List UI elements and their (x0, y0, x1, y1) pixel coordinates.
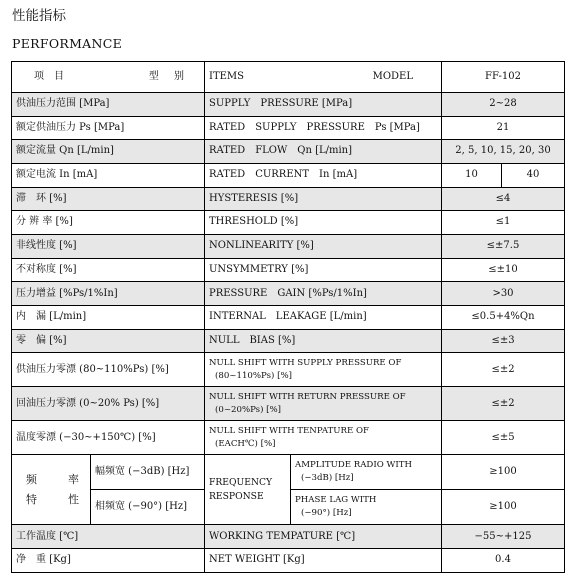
row-label-en (205, 387, 442, 421)
row-label-cn: 额定供油压力 Ps [MPa] (12, 116, 205, 140)
row-value: 21 (442, 116, 565, 140)
row-label-en-line1: NULL SHIFT WITH TENPATURE OF (209, 425, 370, 436)
table-row (12, 163, 565, 187)
table-row (12, 282, 565, 306)
row-value: −55~+125 (442, 525, 565, 549)
header-model-en: MODEL (372, 70, 413, 82)
table-row (12, 235, 565, 259)
row-label-en: HYSTERESIS [%] (205, 187, 442, 211)
table-row (12, 187, 565, 211)
row-label-cn: 非线性度 [%] (12, 235, 205, 259)
row-label-cn: 滞 环 [%] (12, 187, 205, 211)
freq-label-cn-line2: 特 性 (26, 492, 89, 506)
table-row (12, 306, 565, 330)
row-label-en: UNSYMMETRY [%] (205, 258, 442, 282)
row-label-cn: 净 重 [Kg] (12, 549, 205, 573)
row-label-en: SUPPLY PRESSURE [MPa] (205, 92, 442, 116)
row-value: >30 (442, 282, 565, 306)
table-row (12, 329, 565, 353)
row-label-en-line1: NULL SHIFT WITH SUPPLY PRESSURE OF (209, 357, 402, 368)
freq-label-cn (12, 455, 91, 525)
freq-sub1-en-line1: AMPLITUDE RADIO WITH (295, 460, 412, 471)
row-value: ≤±2 (442, 387, 565, 421)
table-row (12, 353, 565, 387)
table-row (12, 116, 565, 140)
row-value: ≤0.5+4%Qn (442, 306, 565, 330)
table-row (12, 211, 565, 235)
row-value: 2, 5, 10, 15, 20, 30 (442, 140, 565, 164)
row-value: ≤±3 (442, 329, 565, 353)
row-label-en: RATED FLOW Qn [L/min] (205, 140, 442, 164)
row-value: ≤4 (442, 187, 565, 211)
row-value-b: 40 (502, 163, 565, 187)
freq-label-en-line1: FREQUENCY (209, 477, 273, 489)
freq-sub2-en-line2: (−90°) [Hz] (301, 508, 352, 519)
header-item-cn: 项 目 (34, 70, 64, 82)
freq-label-en (205, 455, 291, 525)
freq-row-amplitude (12, 455, 565, 490)
row-label-en-line2: (EACH℃) [%] (215, 438, 276, 449)
row-label-cn: 额定流量 Qn [L/min] (12, 140, 205, 164)
freq-sub1-en-line2: (−3dB) [Hz] (301, 473, 354, 484)
row-label-cn: 供油压力零漂 (80~110%Ps) [%] (12, 353, 205, 387)
row-label-en (205, 421, 442, 455)
row-label-cn: 温度零漂 (−30~+150℃) [%] (12, 421, 205, 455)
header-model-value: FF-102 (442, 62, 565, 93)
header-item-type-cell (12, 62, 205, 93)
row-label-en: RATED CURRENT In [mA] (205, 163, 442, 187)
section-title-en: PERFORMANCE (12, 36, 123, 51)
table-row (12, 258, 565, 282)
header-items-en: ITEMS (209, 70, 245, 82)
row-value: 2~28 (442, 92, 565, 116)
row-label-cn: 压力增益 [%Ps/1%In] (12, 282, 205, 306)
row-label-cn: 不对称度 [%] (12, 258, 205, 282)
row-label-en: THRESHOLD [%] (205, 211, 442, 235)
row-label-en: RATED SUPPLY PRESSURE Ps [MPa] (205, 116, 442, 140)
table-row (12, 92, 565, 116)
row-label-cn: 工作温度 [℃] (12, 525, 205, 549)
row-label-en: NONLINEARITY [%] (205, 235, 442, 259)
row-label-en: NULL BIAS [%] (205, 329, 442, 353)
row-value: ≤1 (442, 211, 565, 235)
row-label-en: INTERNAL LEAKAGE [L/min] (205, 306, 442, 330)
freq-label-cn-line1: 频 率 (26, 473, 89, 487)
row-label-en (205, 353, 442, 387)
performance-table (11, 61, 565, 573)
freq-sub2-cn: 相频宽 (−90°) [Hz] (91, 490, 205, 525)
freq-sub2-en (291, 490, 442, 525)
table-row (12, 140, 565, 164)
row-label-en-line2: (0~20%Ps) [%] (215, 404, 282, 415)
section-title-cn: 性能指标 (12, 8, 66, 24)
row-label-cn: 额定电流 In [mA] (12, 163, 205, 187)
freq-sub2-value: ≥100 (442, 490, 565, 525)
row-label-en: NET WEIGHT [Kg] (205, 549, 442, 573)
row-label-en: WORKING TEMPATURE [℃] (205, 525, 442, 549)
row-value-a: 10 (442, 163, 502, 187)
freq-label-en-line2: RESPONSE (209, 490, 264, 502)
row-label-en-line1: NULL SHIFT WITH RETURN PRESSURE OF (209, 391, 406, 402)
row-value: ≤±2 (442, 353, 565, 387)
table-row (12, 387, 565, 421)
header-type-cn: 型 别 (148, 70, 190, 82)
freq-sub1-cn: 幅频宽 (−3dB) [Hz] (91, 455, 205, 490)
row-label-cn: 零 偏 [%] (12, 329, 205, 353)
row-value: ≤±10 (442, 258, 565, 282)
row-value: ≤±5 (442, 421, 565, 455)
freq-sub1-value: ≥100 (442, 455, 565, 490)
row-value: ≤±7.5 (442, 235, 565, 259)
table-header-row (12, 62, 565, 93)
row-label-cn: 内 漏 [L/min] (12, 306, 205, 330)
table-row (12, 549, 565, 573)
row-label-en-line2: (80~110%Ps) [%] (215, 370, 292, 381)
row-label-en: PRESSURE GAIN [%Ps/1%In] (205, 282, 442, 306)
row-label-cn: 分 辨 率 [%] (12, 211, 205, 235)
row-label-cn: 供油压力范围 [MPa] (12, 92, 205, 116)
row-value: 0.4 (442, 549, 565, 573)
table-row (12, 421, 565, 455)
freq-sub2-en-line1: PHASE LAG WITH (295, 495, 377, 506)
freq-sub1-en (291, 455, 442, 490)
row-label-cn: 回油压力零漂 (0~20% Ps) [%] (12, 387, 205, 421)
table-row (12, 525, 565, 549)
header-items-model-cell (205, 62, 442, 93)
